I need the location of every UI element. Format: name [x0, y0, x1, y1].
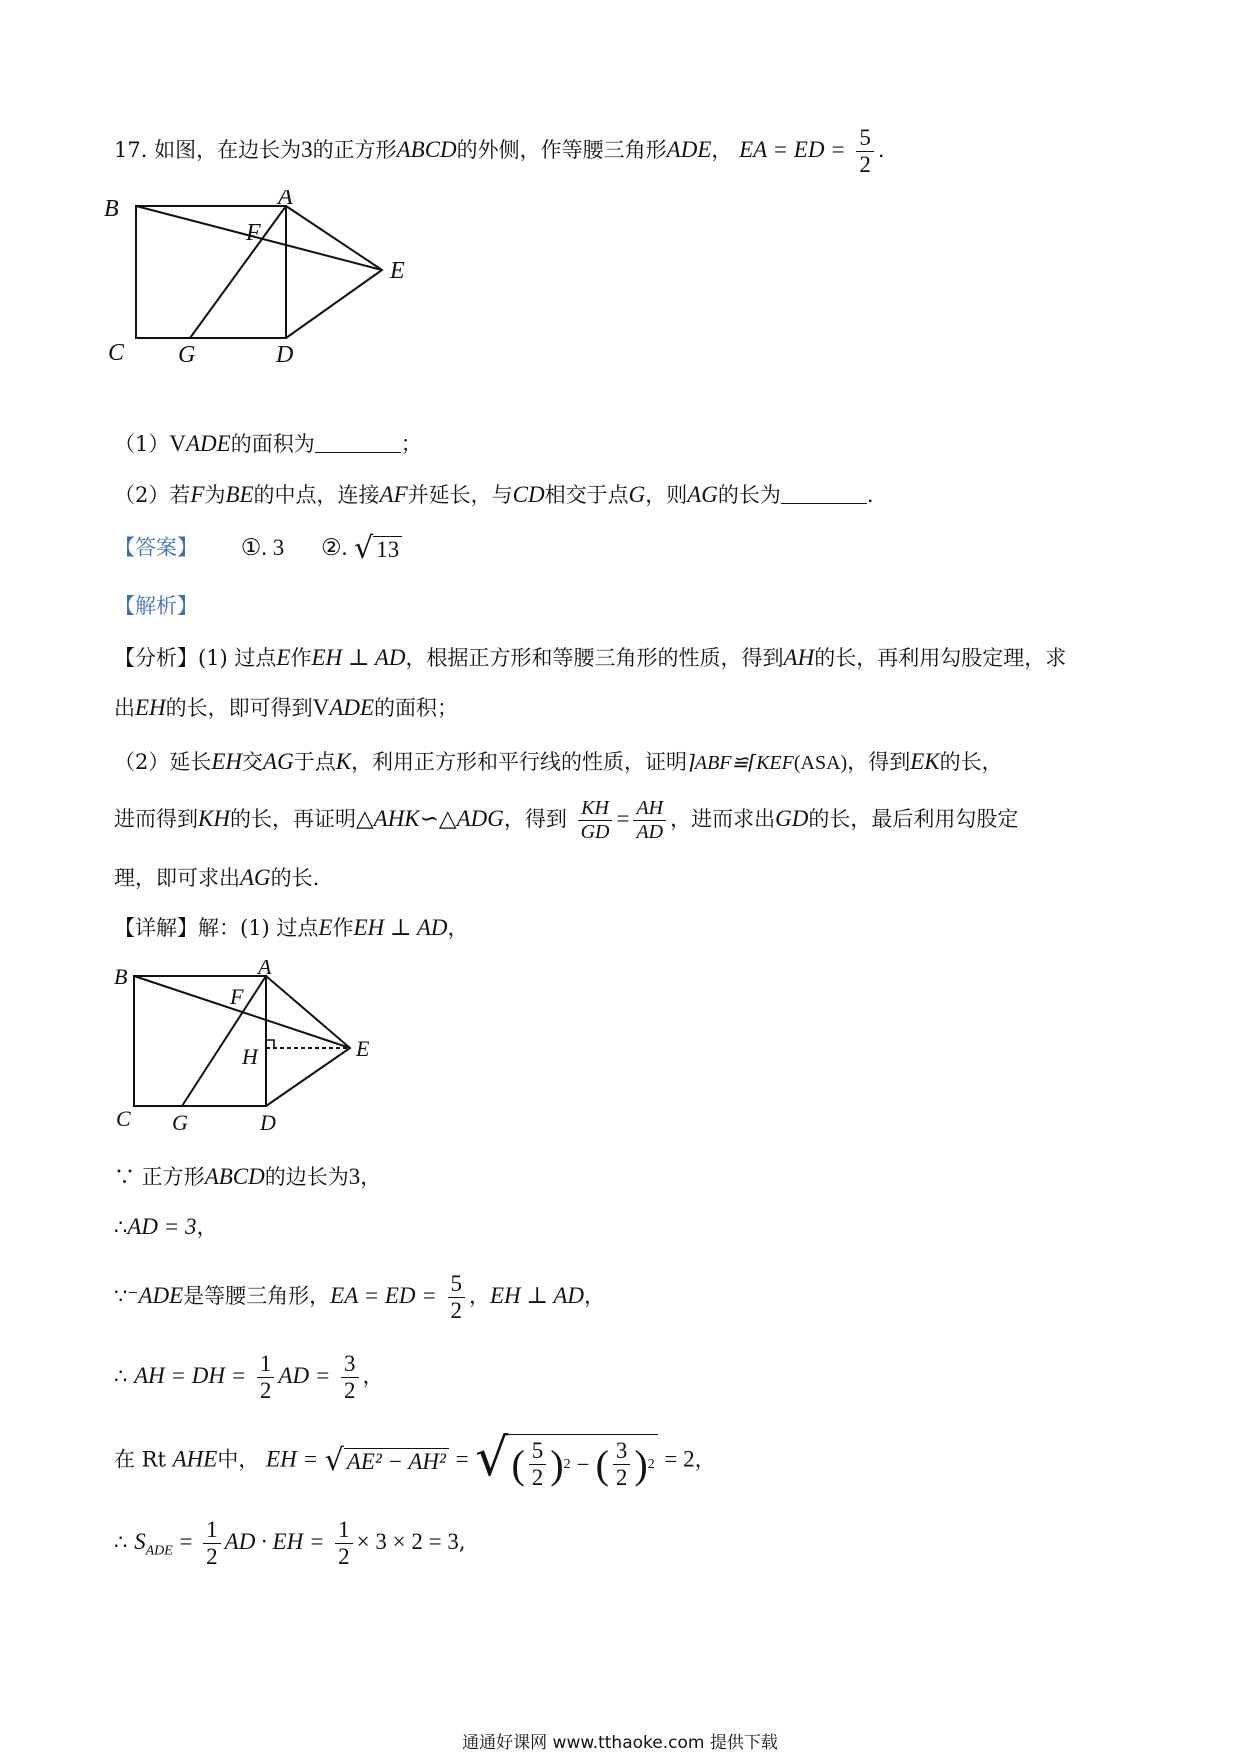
- label-e: E: [390, 258, 405, 284]
- point-f: F: [190, 482, 205, 507]
- fraction-denominator: 2: [206, 1544, 218, 1570]
- step-6: [114, 1518, 466, 1569]
- step-text: ，: [362, 1364, 384, 1389]
- answer-tag: 【答案】: [114, 535, 198, 560]
- stem-fraction: [856, 126, 874, 177]
- label-a: A: [258, 960, 272, 979]
- label-g: G: [172, 1110, 188, 1135]
- stem-equation: EA = ED =: [739, 137, 846, 163]
- step-text: 中，: [217, 1447, 260, 1472]
- equation-part: AD · EH =: [224, 1529, 325, 1555]
- analysis-line-4: [114, 798, 1018, 843]
- q1-text: 的面积为: [230, 432, 315, 456]
- q2-prefix: （2）若: [114, 483, 191, 507]
- analysis-text: ，根据正方形和等腰三角形的性质，得到: [405, 646, 784, 670]
- perp-relation: EH ⊥ AD: [311, 645, 406, 670]
- answer-2-prefix: ②.: [321, 534, 348, 560]
- step-text: ∵⁻: [114, 1284, 139, 1309]
- fraction-denominator: 2: [259, 1378, 272, 1404]
- detail-line-1: [114, 916, 469, 939]
- q2-text: 的中点，连接: [253, 483, 380, 507]
- page-footer[interactable]: 通通好课网 www.tthaoke.com 提供下载: [462, 1733, 778, 1753]
- fraction-numerator: 3: [613, 1439, 631, 1465]
- triangle-symbol: V: [169, 431, 186, 456]
- analysis-text: 作: [290, 646, 312, 670]
- stem-text: .: [877, 138, 885, 163]
- triangle-ade-sides: [286, 206, 382, 338]
- fraction-denominator: 2: [615, 1465, 628, 1491]
- step-2: [114, 1215, 218, 1238]
- label-b: B: [114, 964, 128, 989]
- analysis-text: ，得到: [847, 750, 911, 774]
- fraction-denominator: AD: [636, 821, 664, 843]
- q2-text: 并延长，与: [407, 483, 513, 507]
- analysis-text: 的长，即可得到: [165, 696, 313, 720]
- analysis-text: 的长，再利用勾股定理，求: [814, 646, 1067, 670]
- equals-sign: =: [179, 1529, 193, 1555]
- answer-blank-2[interactable]: [781, 503, 867, 504]
- segment-ag: [190, 206, 286, 338]
- answer-line: [114, 531, 402, 566]
- detail-text: 解：(1) 过点: [198, 916, 319, 940]
- label-d: D: [260, 1110, 276, 1135]
- fraction-5-2: [529, 1439, 547, 1490]
- analysis-text: 的长，最后利用勾股定: [808, 807, 1019, 831]
- triangle-name: AHE: [172, 1446, 218, 1472]
- equation-eh: EH =: [266, 1446, 318, 1472]
- segment-eh: EH: [211, 749, 243, 774]
- segment-af: AF: [379, 482, 408, 507]
- fraction-numerator: 3: [341, 1352, 359, 1378]
- stem-text: ，: [711, 138, 733, 163]
- label-c: C: [108, 340, 125, 366]
- label-c: C: [116, 1106, 131, 1131]
- asa-note: (ASA): [793, 752, 848, 774]
- segment-eh: EH: [135, 695, 166, 720]
- result-eh: = 2: [664, 1446, 695, 1472]
- label-b: B: [104, 196, 119, 222]
- segment-be: BE: [225, 482, 254, 507]
- triangle-name: ADE: [186, 431, 231, 456]
- figure-1: [100, 190, 420, 410]
- radicand: AE² − AH²: [344, 1448, 449, 1473]
- fraction-denominator: 2: [338, 1544, 350, 1570]
- fraction-5-2: [448, 1272, 466, 1323]
- detail-text: 作: [332, 916, 354, 940]
- area-symbol: S: [134, 1529, 146, 1555]
- sqrt-ae-ah: √ AE² − AH²: [325, 1446, 449, 1476]
- stem-text: 如图，在边长为: [154, 138, 302, 163]
- fraction-1-2: [335, 1518, 353, 1569]
- right-angle-mark: [266, 1040, 274, 1048]
- fraction-denominator: 2: [859, 152, 871, 178]
- sqrt-fractions: √ ( $\frac{5}{2}$ ) 2 − ( $\frac{3}{2}$ ) 2: [475, 1432, 657, 1490]
- step-text: ，: [360, 1165, 382, 1189]
- q2-text: ，则: [645, 483, 688, 507]
- fraction-numerator: 5: [448, 1272, 466, 1298]
- fraction-denominator: 2: [344, 1378, 356, 1404]
- point-e: E: [276, 645, 291, 670]
- step-text: ，: [469, 1284, 490, 1309]
- step-text: ,: [458, 1530, 466, 1555]
- q2-end: .: [866, 483, 874, 507]
- analysis-line-3: [114, 750, 1003, 773]
- point-g: G: [628, 482, 646, 507]
- step-text: 的边长为: [264, 1165, 349, 1189]
- point-k: K: [335, 749, 352, 774]
- step-text: ∵ 正方形: [114, 1165, 205, 1189]
- equation-ah: AH = DH =: [134, 1363, 247, 1389]
- label-d: D: [276, 342, 294, 368]
- step-text: ，: [196, 1215, 218, 1239]
- step-text: ∴: [114, 1215, 128, 1239]
- equation-ea-ed: EA = ED =: [330, 1283, 437, 1309]
- fraction-numerator: KH: [578, 798, 612, 821]
- fraction-numerator: 1: [203, 1518, 221, 1544]
- minus-sign: −: [576, 1452, 590, 1478]
- analysis-text: 理，即可求出: [114, 866, 240, 890]
- fraction-denominator: 2: [450, 1298, 462, 1324]
- q2-text: 为: [204, 483, 226, 507]
- point-e: E: [318, 915, 333, 940]
- label-h: H: [242, 1044, 258, 1069]
- equation-part: AD =: [278, 1363, 331, 1389]
- label-f: F: [230, 984, 244, 1009]
- label-g: G: [178, 342, 196, 368]
- analysis-line-1: [114, 646, 1066, 669]
- triangle-symbol: V: [312, 695, 330, 720]
- step-text: 是等腰三角形，: [183, 1284, 331, 1309]
- analysis-text: ，利用正方形和平行线的性质，证明: [351, 750, 688, 774]
- analysis-text: (1) 过点: [198, 646, 277, 670]
- congruence-relation: ⌉ABF≌⌈KEF: [687, 752, 794, 774]
- problem-stem: [114, 126, 885, 177]
- analysis-text: 的长.: [270, 866, 320, 890]
- analysis-sub-tag: 【分析】: [114, 646, 198, 670]
- fraction-numerator: 5: [856, 126, 874, 152]
- detail-text: ，: [447, 916, 469, 940]
- question-2: [114, 483, 874, 506]
- step-text: ∴: [114, 1530, 128, 1555]
- step-text: ∴: [114, 1364, 128, 1389]
- fraction-1-2: [257, 1352, 275, 1403]
- stem-text: 的外侧，作等腰三角形: [456, 138, 667, 163]
- side-value: 3: [348, 1164, 361, 1189]
- triangle-ade-sides: [266, 976, 350, 1106]
- analysis-tag: 【解析】: [114, 594, 198, 618]
- figure-2: [100, 960, 400, 1150]
- perp-relation: EH ⊥ AD: [490, 1283, 585, 1309]
- answer-blank-1[interactable]: [315, 452, 401, 453]
- segment-ah: AH: [783, 645, 815, 670]
- segment-ag: AG: [263, 749, 294, 774]
- analysis-line-5: [114, 866, 319, 889]
- step-5: [114, 1428, 716, 1491]
- segment-gd: GD: [775, 806, 809, 831]
- segment-cd: CD: [512, 482, 545, 507]
- fraction-3-2: [341, 1352, 359, 1403]
- segment-kh: KH: [198, 806, 230, 831]
- step-1: [114, 1165, 381, 1188]
- label-a: A: [278, 190, 293, 210]
- fraction-numerator: 1: [335, 1518, 353, 1544]
- fraction-numerator: 1: [257, 1352, 275, 1378]
- problem-number: 17.: [114, 138, 148, 163]
- perp-relation: EH ⊥ AD: [353, 915, 448, 940]
- analysis-text: 进而得到: [114, 807, 198, 831]
- q2-text: 相交于点: [544, 483, 629, 507]
- answer-1: ①. 3: [240, 534, 285, 560]
- analysis-text: 交: [242, 750, 264, 774]
- equals-sign: =: [455, 1446, 469, 1472]
- fraction-3-2: [613, 1439, 631, 1490]
- step-text: ，: [584, 1284, 606, 1309]
- answer-2-sqrt: √ 13: [354, 534, 402, 564]
- result-area: × 3 × 2 = 3: [356, 1529, 459, 1555]
- label-e: E: [356, 1036, 370, 1061]
- q2-text: 的长为: [717, 483, 781, 507]
- analysis-text: ，得到: [503, 807, 567, 831]
- triangle-name: ADE: [329, 695, 375, 720]
- detail-tag: 【详解】: [114, 916, 198, 940]
- ratio-ah-ad: [633, 798, 666, 843]
- square-name: ABCD: [396, 137, 457, 163]
- square-abcd: [134, 976, 266, 1106]
- radicand: 13: [373, 536, 402, 561]
- analysis-text: 的长，再证明: [229, 807, 356, 831]
- fraction-numerator: 5: [529, 1439, 547, 1465]
- ratio-kh-gd: [578, 798, 613, 843]
- analysis-text: 出: [114, 696, 135, 720]
- triangle-name: ADE: [138, 1283, 184, 1309]
- segment-ag: AG: [240, 865, 271, 890]
- step-text: ，: [694, 1447, 716, 1472]
- q1-end: ；: [400, 432, 422, 456]
- analysis-text: 的面积；: [374, 696, 459, 720]
- segment-ag: AG: [687, 482, 718, 507]
- equals-sign: =: [616, 806, 630, 831]
- question-1: [114, 432, 422, 455]
- q1-prefix: （1）: [114, 432, 170, 456]
- label-f: F: [246, 220, 261, 246]
- square-name: ABCD: [204, 1164, 265, 1189]
- fraction-denominator: GD: [580, 821, 610, 843]
- fraction-numerator: AH: [633, 798, 666, 821]
- similarity-relation: △AHK∽△ADG: [355, 806, 504, 831]
- analysis-text: 于点: [293, 750, 336, 774]
- side-length: 3: [301, 137, 313, 163]
- area-subscript: ADE: [145, 1543, 173, 1559]
- analysis-text: ，进而求出: [670, 807, 776, 831]
- analysis-line-2: [114, 696, 458, 719]
- segment-ek: EK: [910, 749, 940, 774]
- step-3: [114, 1272, 605, 1323]
- fraction-denominator: 2: [531, 1465, 544, 1491]
- stem-text: 的正方形: [312, 138, 397, 163]
- analysis-text: 的长，: [939, 750, 1003, 774]
- step-4: [114, 1352, 384, 1403]
- step-text: 在 Rt: [114, 1447, 166, 1472]
- triangle-name: ADE: [666, 137, 712, 163]
- fraction-1-2: [203, 1518, 221, 1569]
- analysis-text: （2）延长: [114, 750, 212, 774]
- equation-ad: AD = 3: [127, 1214, 197, 1239]
